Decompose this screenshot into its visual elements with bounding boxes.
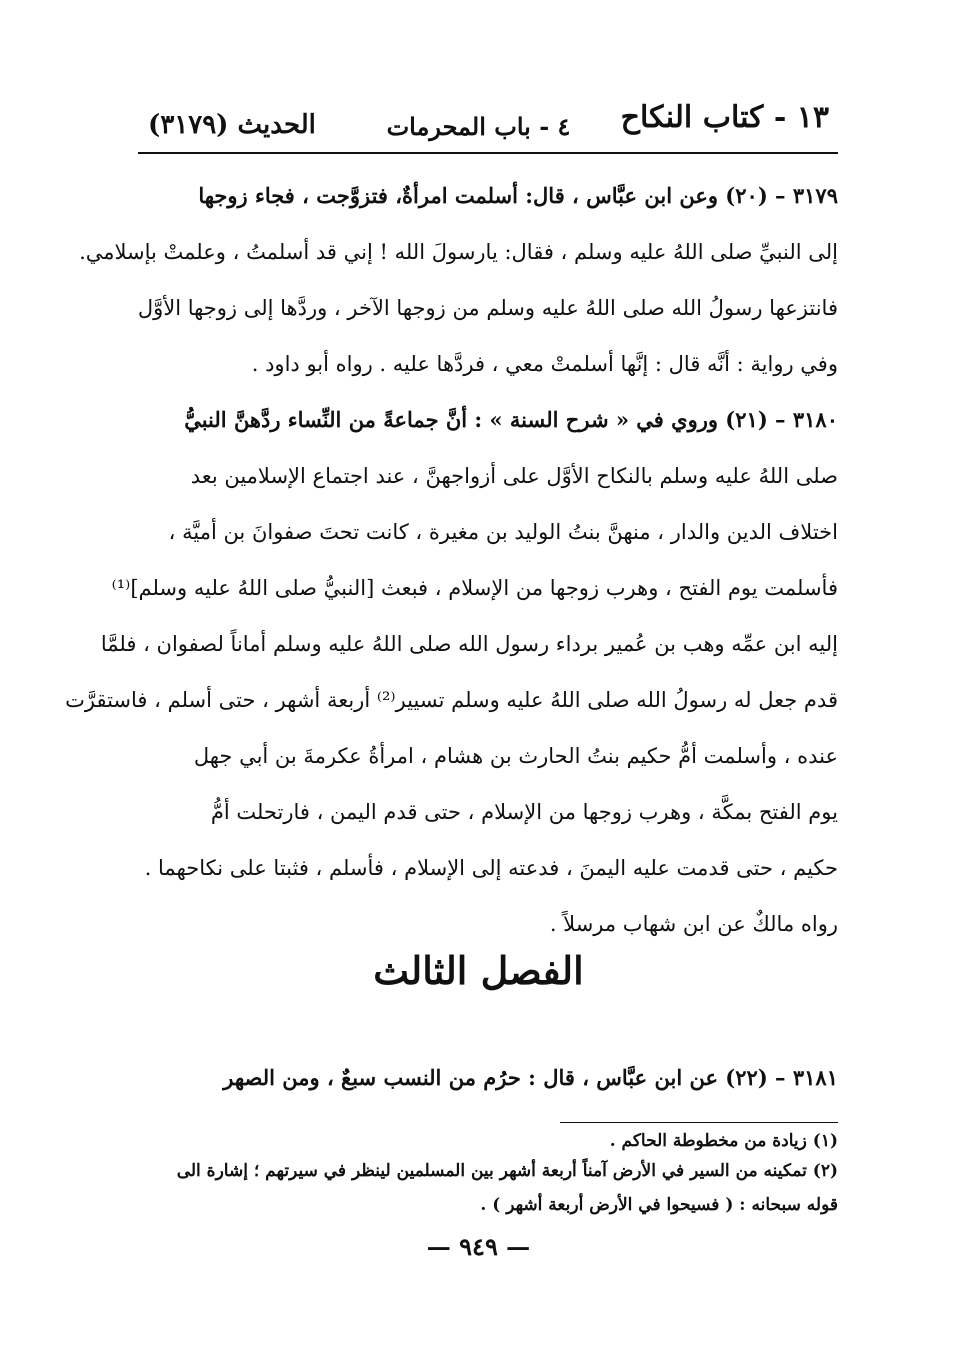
hadith-3180-line-3: اختلاف الدين والدار ، منهنَّ بنتُ الوليد بن مغيرة ، كانت تحتَ صفوانَ بن أميَّة ، [168,520,838,544]
hadith-3180-line-6: قدم جعل له رسولُ الله صلى اللهُ عليه وسلم تسيير⁽²⁾ أربعة أشهر ، حتى أسلم ، فاستقرَّت [65,688,838,712]
header-chapter-title: ٤ - باب المحرمات [386,112,571,141]
header-book-title: ١٣ - كتاب النكاح [620,100,829,135]
hadith-3180-line-1: ٣١٨٠ – (٢١) وروي في « شرح السنة » : أنَّ جماعةً من النِّساء ردَّهنَّ النبيُّ [184,407,838,432]
hadith-3180-line-10: رواه مالكٌ عن ابن شهاب مرسلاً . [549,912,838,936]
footnote-1: (١) زيادة من مخطوطة الحاكم . [609,1131,838,1151]
hadith-3181-line-1: ٣١٨١ – (٢٢) عن ابن عبَّاس ، قال : حرُم من النسب سبعٌ ، ومن الصهر [223,1065,838,1090]
hadith-text-block [65,168,838,952]
hadith-3180-line-7: عنده ، وأسلمت أمُّ حكيم بنتُ الحارث بن هشام ، امرأةُ عكرمةَ بن أبي جهل [193,744,838,768]
hadith-3179-line-4: وفي رواية : أنَّه قال : إنَّها أسلمتْ معي ، فردَّها عليه . رواه أبو داود . [251,352,838,376]
hadith-3180-line-8: يوم الفتح بمكَّة ، وهرب زوجها من الإسلام ، حتى قدم اليمن ، فارتحلت أمُّ [210,800,838,824]
hadith-3181-block [138,1050,838,1106]
section-title: الفصل الثالث [373,948,584,993]
hadith-3180-line-2: صلى اللهُ عليه وسلم بالنكاح الأوَّل على أزواجهنَّ ، عند اجتماع الإسلامين بعد [190,464,838,488]
hadith-3179-line-1: ٣١٧٩ – (٢٠) وعن ابن عبَّاس ، قال: أسلمت امرأةٌ، فتزوَّجت ، فجاء زوجها [198,183,838,208]
hadith-3180-line-5: إليه ابن عمِّه وهب بن عُمير برداء رسول الله صلى اللهُ عليه وسلم أماناً لصفوان ، فلمَّا [100,632,838,656]
hadith-3180-line-4: فأسلمت يوم الفتح ، وهرب زوجها من الإسلام ، فبعث [النبيُّ صلى اللهُ عليه وسلم]⁽¹⁾ [111,576,838,600]
page-number: — ٩٤٩ — [426,1232,531,1261]
header-hadith-ref: الحديث (٣١٧٩) [148,110,316,140]
footnote-rule [560,1122,838,1123]
hadith-3179-line-2: إلى النبيِّ صلى اللهُ عليه وسلم ، فقال: يارسولَ الله ! إني قد أسلمتُ ، وعلمتْ بإسلامي. [79,240,838,264]
header-rule [138,152,838,154]
hadith-3180-line-9: حكيم ، حتى قدمت عليه اليمنَ ، فدعته إلى الإسلام ، فأسلم ، فثبتا على نكاحهما . [144,856,838,880]
hadith-3179-line-3: فانتزعها رسولُ الله صلى اللهُ عليه وسلم من زوجها الآخر ، وردَّها إلى زوجها الأوَّل [137,296,838,320]
footnote-2: (٢) تمكينه من السير في الأرض آمناً أربعة أشهر بين المسلمين لينظر في سيرتهم ؛ إشارة الى [176,1161,838,1181]
footnote-2-continued: قوله سبحانه : ( فسيحوا في الأرض أربعة أشهر ) . [480,1195,838,1215]
